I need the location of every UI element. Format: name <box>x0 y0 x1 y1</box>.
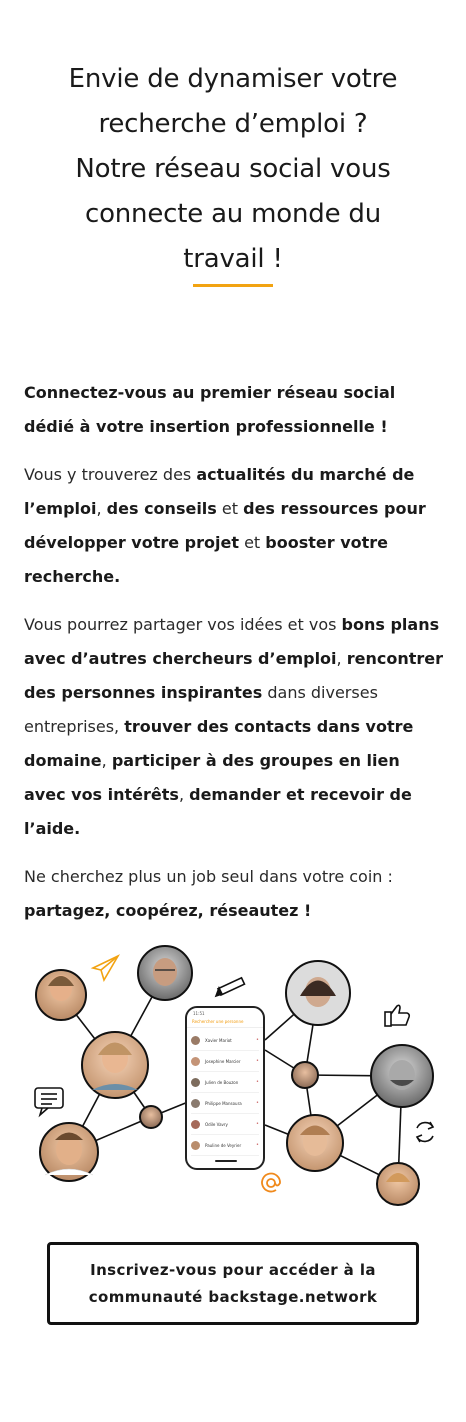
signup-button[interactable] <box>47 1242 419 1325</box>
highlighted-text: trouver des contacts dans votre domaine <box>24 717 414 770</box>
phone-contact-row <box>191 1072 259 1093</box>
contact-status-dot: • <box>256 1079 259 1085</box>
paper-plane-icon <box>93 956 118 980</box>
avatar-small-woman <box>140 1106 162 1128</box>
heading-divider <box>193 284 273 287</box>
contact-status-dot: • <box>256 1100 259 1106</box>
contact-avatar <box>191 1057 200 1066</box>
phone-contact-row <box>191 1030 259 1051</box>
paragraph-text: Vous pourrez partager vos idées et vos <box>24 615 342 634</box>
network-illustration <box>0 930 466 1230</box>
phone-mockup <box>185 1006 265 1170</box>
highlighted-text: participer à des groupes en lien avec vos intérêts <box>24 751 400 804</box>
paragraph-text: dans diverses entreprises, <box>24 683 378 736</box>
paragraph-text: , <box>178 785 190 804</box>
contact-avatar <box>191 1036 200 1045</box>
contact-name: Pauline de Veyrier <box>205 1142 242 1148</box>
phone-contact-row <box>191 1051 259 1072</box>
highlighted-text: des ressources pour développer votre projet <box>24 499 426 552</box>
intro-paragraph <box>24 860 444 928</box>
intro-paragraph <box>24 608 444 846</box>
contact-avatar <box>191 1078 200 1087</box>
avatar-woman-blonde <box>82 1032 148 1098</box>
phone-header <box>187 1016 263 1028</box>
avatar-woman-smiling <box>36 970 86 1020</box>
at-sign-icon <box>262 1174 280 1192</box>
phone-status-time: 11:51 <box>193 1011 205 1016</box>
intro-text <box>24 376 444 942</box>
highlighted-text: bons plans avec d’autres chercheurs d’emploi <box>24 615 440 668</box>
thumbs-up-icon <box>385 1005 409 1026</box>
sync-icon <box>417 1122 433 1142</box>
paragraph-text: et <box>238 533 266 552</box>
highlighted-text: rencontrer des personnes inspirantes <box>24 649 443 702</box>
contact-avatar <box>191 1141 200 1150</box>
highlighted-text: des conseils <box>106 499 217 518</box>
heading-line: travail ! <box>183 244 283 275</box>
contact-avatar <box>191 1099 200 1108</box>
intro-paragraph <box>24 458 444 594</box>
highlighted-text: booster votre recherche. <box>24 533 389 586</box>
heading-line: Envie de dynamiser votre <box>68 64 398 95</box>
avatar-small-man <box>292 1062 318 1088</box>
highlighted-text: partagez, coopérez, réseautez ! <box>24 901 312 920</box>
phone-home-bar <box>215 1160 237 1162</box>
highlighted-text: actualités du marché de l’emploi <box>24 465 415 518</box>
paragraph-text: , <box>336 649 347 668</box>
contact-name: Odile Vavry <box>205 1121 228 1127</box>
phone-search-label: Rechercher une personne <box>192 1019 244 1024</box>
contact-name: Julien de Bouzon <box>205 1079 239 1085</box>
contact-status-dot: • <box>256 1121 259 1127</box>
avatar-woman-dark-hair <box>286 961 350 1025</box>
heading-line: recherche d’emploi ? <box>98 109 368 140</box>
phone-contact-row <box>191 1114 259 1135</box>
highlighted-text: demander et recevoir de l’aide. <box>24 785 412 838</box>
contact-name: Josephine Marcier <box>205 1058 241 1064</box>
paragraph-text: , <box>101 751 112 770</box>
avatar-man-glasses <box>138 946 192 1000</box>
pencil-icon <box>216 978 244 996</box>
intro-paragraph <box>24 376 444 444</box>
contact-avatar <box>191 1120 200 1129</box>
avatar-man-young <box>40 1123 98 1181</box>
phone-contact-row <box>191 1093 259 1114</box>
avatar-woman-small-right <box>377 1163 419 1205</box>
highlighted-text: Connectez-vous au premier réseau social dédié à votre insertion professionnelle ! <box>24 383 396 436</box>
chat-bubble-icon <box>35 1088 63 1115</box>
paragraph-text: et <box>216 499 244 518</box>
avatar-man-bearded <box>371 1045 433 1107</box>
contact-name: Philippe Mansoura <box>205 1100 242 1106</box>
avatar-woman-short-hair <box>287 1115 343 1171</box>
page-heading <box>24 57 442 282</box>
phone-contact-row <box>191 1135 259 1156</box>
contact-status-dot: • <box>256 1037 259 1043</box>
contact-name: Xavier Mariot <box>205 1037 232 1043</box>
paragraph-text: , <box>96 499 107 518</box>
heading-line: connecte au monde du <box>84 199 382 230</box>
signup-button-label: Inscrivez-vous pour accéder à la communauté backstage.network <box>88 1260 378 1306</box>
paragraph-text: Ne cherchez plus un job seul dans votre coin : <box>24 867 393 886</box>
heading-line: Notre réseau social vous <box>75 154 391 185</box>
contact-status-dot: • <box>256 1058 259 1064</box>
contact-status-dot: • <box>256 1142 259 1148</box>
phone-contact-list <box>187 1028 263 1158</box>
paragraph-text: Vous y trouverez des <box>24 465 197 484</box>
